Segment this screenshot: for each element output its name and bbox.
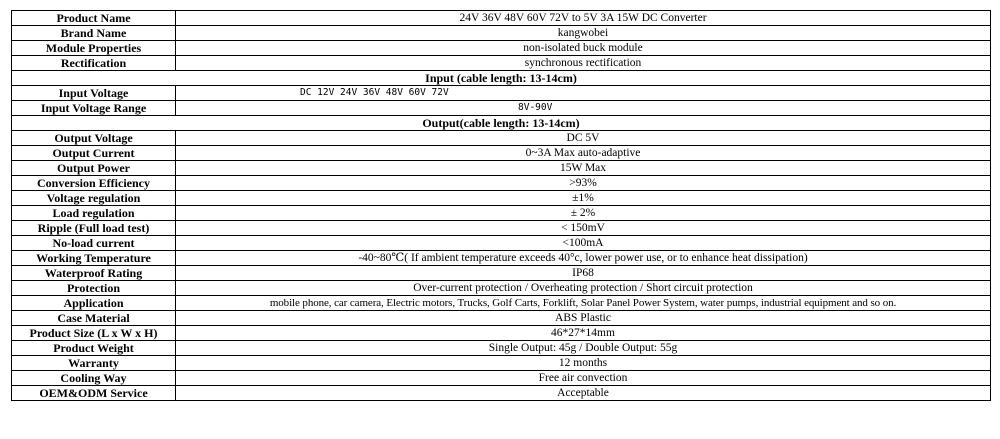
table-row bbox=[12, 26, 991, 41]
table-row bbox=[12, 251, 991, 266]
row-key-voltage-regulation: Voltage regulation bbox=[12, 191, 176, 206]
row-key-product-weight: Product Weight bbox=[12, 341, 176, 356]
row-key-protection: Protection bbox=[12, 281, 176, 296]
table-row bbox=[12, 191, 991, 206]
row-value-warranty: 12 months bbox=[176, 356, 991, 371]
row-value-waterproof-rating: IP68 bbox=[176, 266, 991, 281]
row-key-no-load-current: No-load current bbox=[12, 236, 176, 251]
table-row bbox=[12, 371, 991, 386]
row-value-output-current: 0~3A Max auto-adaptive bbox=[176, 146, 991, 161]
row-value-module-properties: non-isolated buck module bbox=[176, 41, 991, 56]
table-row bbox=[12, 206, 991, 221]
table-row bbox=[12, 131, 991, 146]
row-key-product-size: Product Size (L x W x H) bbox=[12, 326, 176, 341]
table-row bbox=[12, 116, 991, 131]
row-value-ripple: < 150mV bbox=[176, 221, 991, 236]
table-row bbox=[12, 161, 991, 176]
table-row bbox=[12, 281, 991, 296]
row-key-warranty: Warranty bbox=[12, 356, 176, 371]
row-key-rectification: Rectification bbox=[12, 56, 176, 71]
table-row bbox=[12, 41, 991, 56]
row-value-working-temperature: -40~80℃( If ambient temperature exceeds 40°c, lower power use, or to enhance heat dissipation) bbox=[176, 251, 991, 266]
row-key-conversion-efficiency: Conversion Efficiency bbox=[12, 176, 176, 191]
table-row bbox=[12, 326, 991, 341]
table-row bbox=[12, 221, 991, 236]
row-key-brand-name: Brand Name bbox=[12, 26, 176, 41]
row-value-input-voltage: DC 12V 24V 36V 48V 60V 72V bbox=[176, 86, 991, 101]
table-row bbox=[12, 86, 991, 101]
spec-table-container bbox=[11, 10, 991, 401]
table-row bbox=[12, 236, 991, 251]
row-value-output-voltage: DC 5V bbox=[176, 131, 991, 146]
table-row bbox=[12, 71, 991, 86]
row-key-cooling-way: Cooling Way bbox=[12, 371, 176, 386]
row-key-output-power: Output Power bbox=[12, 161, 176, 176]
table-row bbox=[12, 11, 991, 26]
row-key-case-material: Case Material bbox=[12, 311, 176, 326]
row-key-working-temperature: Working Temperature bbox=[12, 251, 176, 266]
table-row bbox=[12, 56, 991, 71]
row-key-output-current: Output Current bbox=[12, 146, 176, 161]
section-header-output: Output(cable length: 13-14cm) bbox=[12, 116, 991, 131]
row-value-oem-odm-service: Acceptable bbox=[176, 386, 991, 401]
table-row bbox=[12, 266, 991, 281]
table-row bbox=[12, 311, 991, 326]
row-key-module-properties: Module Properties bbox=[12, 41, 176, 56]
row-key-oem-odm-service: OEM&ODM Service bbox=[12, 386, 176, 401]
row-key-product-name: Product Name bbox=[12, 11, 176, 26]
row-value-application: mobile phone, car camera, Electric motors, Trucks, Golf Carts, Forklift, Solar Panel Power System, water pumps, industrial equipment and so on. bbox=[176, 296, 991, 311]
table-row bbox=[12, 101, 991, 116]
row-value-input-voltage-range: 8V-90V bbox=[176, 101, 991, 116]
section-header-input: Input (cable length: 13-14cm) bbox=[12, 71, 991, 86]
row-key-load-regulation: Load regulation bbox=[12, 206, 176, 221]
row-value-cooling-way: Free air convection bbox=[176, 371, 991, 386]
row-key-ripple: Ripple (Full load test) bbox=[12, 221, 176, 236]
table-row bbox=[12, 386, 991, 401]
row-value-brand-name: kangwobei bbox=[176, 26, 991, 41]
row-value-load-regulation: ± 2% bbox=[176, 206, 991, 221]
row-value-product-size: 46*27*14mm bbox=[176, 326, 991, 341]
row-key-application: Application bbox=[12, 296, 176, 311]
row-value-protection: Over-current protection / Overheating protection / Short circuit protection bbox=[176, 281, 991, 296]
row-key-waterproof-rating: Waterproof Rating bbox=[12, 266, 176, 281]
row-key-input-voltage-range: Input Voltage Range bbox=[12, 101, 176, 116]
row-key-input-voltage: Input Voltage bbox=[12, 86, 176, 101]
row-value-voltage-regulation: ±1% bbox=[176, 191, 991, 206]
table-row bbox=[12, 356, 991, 371]
spec-table bbox=[11, 10, 991, 401]
row-value-product-name: 24V 36V 48V 60V 72V to 5V 3A 15W DC Converter bbox=[176, 11, 991, 26]
row-value-case-material: ABS Plastic bbox=[176, 311, 991, 326]
row-key-output-voltage: Output Voltage bbox=[12, 131, 176, 146]
table-row bbox=[12, 341, 991, 356]
row-value-no-load-current: <100mA bbox=[176, 236, 991, 251]
table-row bbox=[12, 296, 991, 311]
table-row bbox=[12, 146, 991, 161]
row-value-rectification: synchronous rectification bbox=[176, 56, 991, 71]
row-value-conversion-efficiency: >93% bbox=[176, 176, 991, 191]
row-value-output-power: 15W Max bbox=[176, 161, 991, 176]
row-value-product-weight: Single Output: 45g / Double Output: 55g bbox=[176, 341, 991, 356]
table-row bbox=[12, 176, 991, 191]
